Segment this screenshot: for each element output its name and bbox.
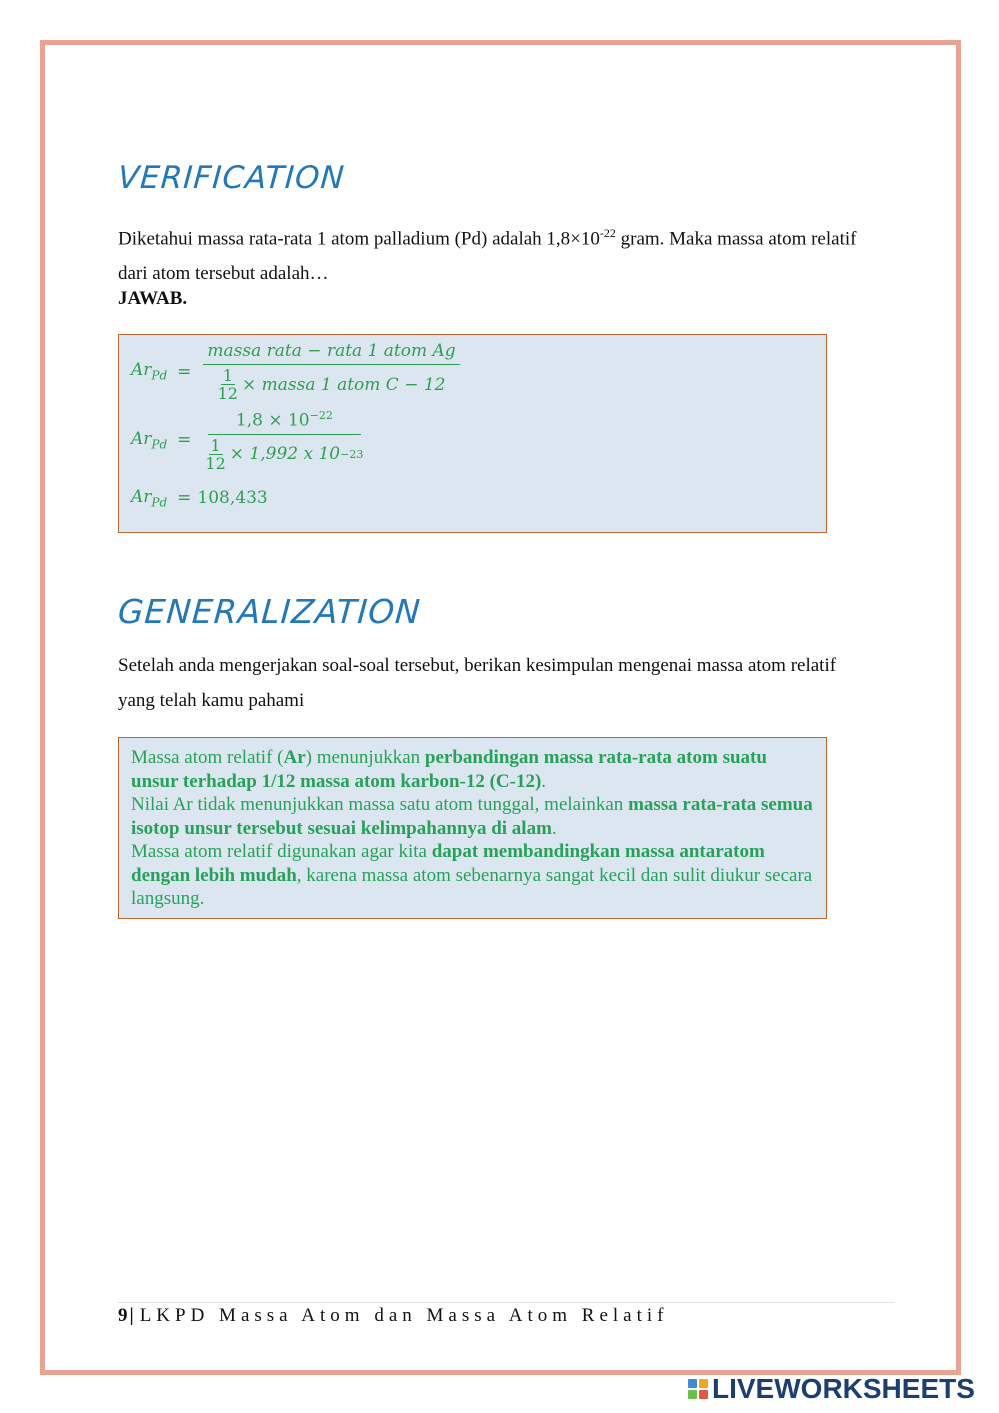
equation-3: $Ar_{Pd}$ = 108,433	[131, 487, 268, 510]
equation-1-denominator: $\frac{1}{12}$ × massa 1 atom C − 12	[217, 366, 446, 403]
brand-name: LIVEWORKSHEETS	[712, 1373, 975, 1404]
generalization-answer-box[interactable]	[118, 737, 827, 919]
verification-question	[118, 216, 858, 291]
verification-answer-box[interactable]	[118, 334, 827, 533]
question-text-after: gram. Maka massa atom relatif dari atom tersebut adalah…	[118, 228, 857, 285]
footer-separator: |	[129, 1305, 134, 1326]
equation-1-fraction	[203, 341, 459, 402]
page-footer	[118, 1305, 669, 1327]
answer-label: JAWAB.	[118, 288, 188, 309]
equation-2-fraction	[203, 409, 365, 472]
equation-2-numerator: $1,8 \times 10^{-22}$	[208, 409, 361, 435]
equation-2: $Ar_{Pd}$ = $1,8 \times 10^{-22}$ $\frac{1}{12}$ × 1,992 x 10 −23	[131, 409, 364, 473]
equation-1: $Ar_{Pd}$ = massa rata − rata 1 atom Ag $\frac{1}{12}$ × massa 1 atom C − 12	[131, 341, 460, 402]
equation-3-lhs: $Ar_{Pd}$	[131, 487, 168, 510]
equation-2-denominator: $\frac{1}{12}$ × 1,992 x 10 −23	[205, 435, 364, 473]
equation-2-lhs: $Ar_{Pd}$	[131, 429, 168, 452]
answer-paragraph-2: Nilai Ar tidak menunjukkan massa satu atom tunggal, melainkan massa rata-rata semua isotop unsur tersebut sesuai kelimpahannya di alam.	[131, 794, 813, 839]
equation-1-lhs: $Ar_{Pd}$	[131, 360, 168, 383]
generalization-question: Setelah anda mengerjakan soal-soal tersebut, berikan kesimpulan mengenai massa atom relatif yang telah kamu pahami	[118, 655, 837, 711]
answer-paragraph-1: Massa atom relatif (Ar) menunjukkan perbandingan massa rata-rata atom suatu unsur terhadap 1/12 massa atom karbon-12 (C-12).	[131, 747, 767, 792]
question-text-before: Diketahui massa rata-rata 1 atom palladium (Pd) adalah 1,8×10	[118, 228, 600, 250]
verification-heading: VERIFICATION	[116, 160, 346, 196]
page-number: 9	[118, 1305, 128, 1326]
liveworksheets-logo-icon	[688, 1379, 708, 1399]
answer-paragraph-3: Massa atom relatif digunakan agar kita dapat membandingkan massa antaratom dengan lebih mudah, karena massa atom sebenarnya sangat kecil dan sulit diukur secara langsung.	[131, 841, 813, 909]
generalization-heading: GENERALIZATION	[116, 592, 423, 631]
footer-title: LKPD Massa Atom dan Massa Atom Relatif	[139, 1305, 669, 1326]
equation-1-numerator: massa rata − rata 1 atom Ag	[203, 341, 459, 365]
liveworksheets-brand[interactable]	[688, 1373, 975, 1405]
question-exponent: -22	[599, 226, 616, 240]
footer-divider	[118, 1302, 895, 1303]
equation-3-result: 108,433	[197, 488, 268, 509]
